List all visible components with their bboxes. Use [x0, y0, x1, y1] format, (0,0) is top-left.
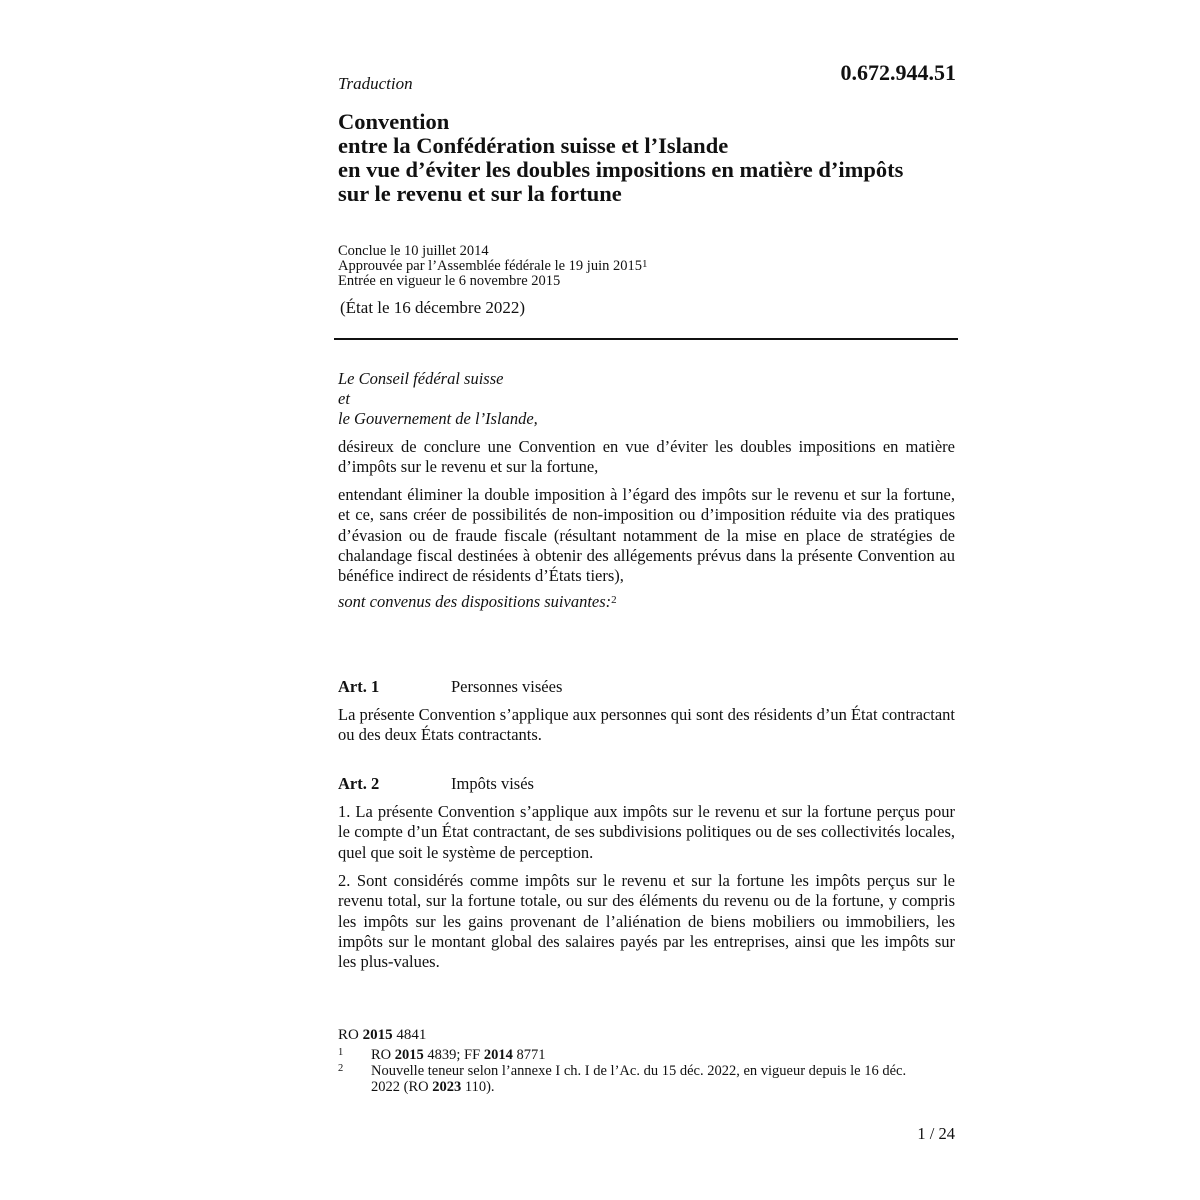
title-line: en vue d’éviter les doubles impositions en matière d’impôts [338, 157, 904, 182]
article-title: Impôts visés [451, 774, 534, 793]
preamble-agreed: sont convenus des dispositions suivantes:$^2$ [338, 592, 617, 611]
in-force-date: Entrée en vigueur le 6 novembre 2015 [338, 273, 561, 289]
approval-date: Approuvée par l’Assemblée fédérale le 19 juin 2015$^1$ [338, 258, 648, 274]
title-line: Convention [338, 109, 450, 134]
article-heading [338, 774, 958, 796]
article-number: Art. 1 [338, 677, 380, 696]
enactment-info [338, 244, 958, 289]
footnote-ref[interactable]: 2 [611, 594, 617, 606]
article-heading [338, 677, 958, 699]
contracting-parties [338, 369, 958, 429]
party-iceland: le Gouvernement de l’Islande, [338, 409, 538, 428]
preamble-paragraph: entendant éliminer la double imposition à l’égard des impôts sur le revenu et sur la fortune, et ce, sans créer de possibilités de non-imposition ou d’imposition réduite via des pratiques d’évasion ou de fraude fiscale (résultant notamment de la mise en place de stratégies de chalandage fiscal destinées à obtenir des allégements prévus dans la présente Convention au bénéfice indirect de résidents d’États tiers), [338, 485, 955, 586]
document-label: Traduction [338, 74, 413, 93]
separator-rule [334, 338, 958, 340]
footnote [338, 1064, 938, 1095]
title-line: sur le revenu et sur la fortune [338, 181, 622, 206]
footnote-number: 2 [338, 1063, 344, 1074]
state-date: (État le 16 décembre 2022) [340, 298, 526, 317]
article-paragraph: 2. Sont considérés comme impôts sur le revenu et sur la fortune les impôts perçus sur le revenu total, sur la fortune totale, ou sur des éléments du revenu ou de la fortune, y compris les impôts sur les gains provenant de l’aliénation de biens mobiliers ou immobiliers, les impôts sur le montant global des salaires payés par les entreprises, ainsi que les impôts sur les plus-values. [338, 871, 955, 972]
article-paragraph: La présente Convention s’applique aux personnes qui sont des résidents d’un État contractant ou des deux États contractants. [338, 705, 955, 745]
footnote [338, 1048, 938, 1064]
article-paragraph: 1. La présente Convention s’applique aux impôts sur le revenu et sur la fortune perçus pour le compte d’un État contractant, de ses subdivisions politiques ou de ses collectivités locales, quel que soit le système de perception. [338, 802, 955, 862]
document-title [338, 110, 978, 206]
party-conjunction: et [338, 389, 350, 408]
title-line: entre la Confédération suisse et l’Islande [338, 133, 729, 158]
page-number: 1 / 24 [917, 1124, 955, 1143]
concluded-date: Conclue le 10 juillet 2014 [338, 243, 489, 259]
document-number: 0.672.944.51 [840, 60, 956, 85]
party-switzerland: Le Conseil fédéral suisse [338, 369, 504, 388]
preamble-paragraph: désireux de conclure une Convention en vue d’éviter les doubles impositions en matière d’impôts sur le revenu et sur la fortune, [338, 437, 955, 477]
footnote-ref[interactable]: 1 [642, 258, 648, 270]
article-title: Personnes visées [451, 677, 563, 696]
official-compilation-ref: RO 2015 4841 [338, 1027, 427, 1043]
article-number: Art. 2 [338, 774, 380, 793]
footnote-text: Nouvelle teneur selon l’annexe I ch. I de l’Ac. du 15 déc. 2022, en vigueur depuis le 16 déc. 2022 (RO 2023 110). [371, 1063, 907, 1095]
footnote-text: RO 2015 4839; FF 2014 8771 [371, 1047, 546, 1063]
footnote-number: 1 [338, 1047, 344, 1058]
